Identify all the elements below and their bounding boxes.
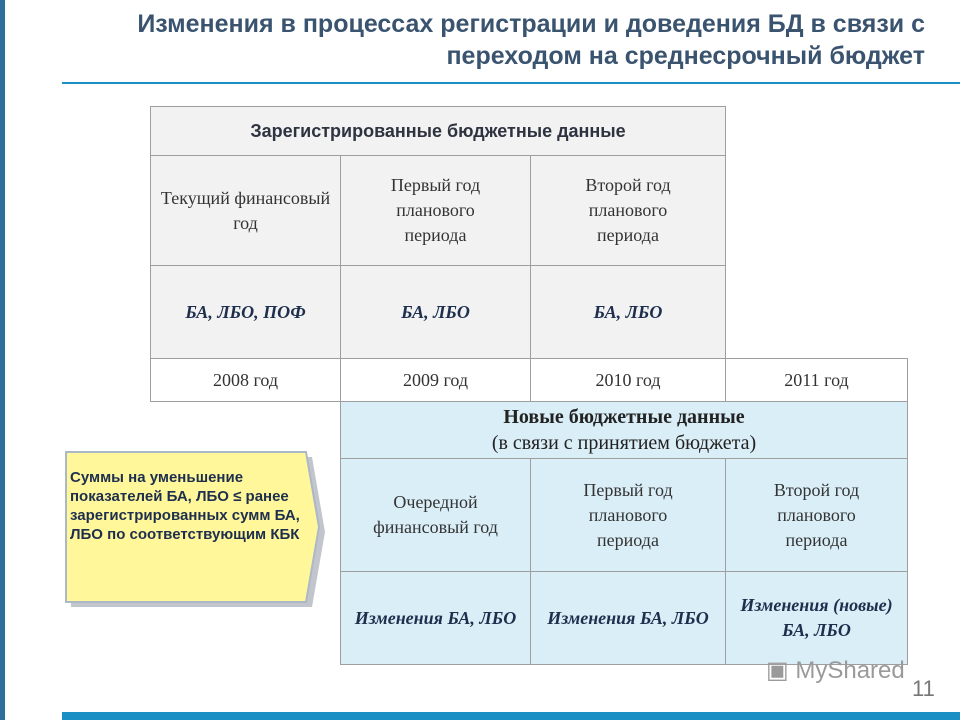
title-line-2: переходом на среднесрочный бюджет bbox=[446, 42, 925, 70]
title-line-1: Изменения в процессах регистрации и доведения БД в связи с bbox=[137, 10, 925, 38]
registered-row-second: БА, ЛБО bbox=[530, 265, 726, 359]
year-cell: 2009 год bbox=[340, 358, 531, 402]
registered-col-first-plan-year: Первый год планового периода bbox=[340, 155, 531, 266]
registered-row-current: БА, ЛБО, ПОФ bbox=[150, 265, 341, 359]
new-data-header-title: Новые бюджетные данные bbox=[503, 406, 745, 428]
page-number: 11 bbox=[912, 676, 935, 701]
new-col-next-year: Очередной финансовый год bbox=[340, 458, 531, 572]
watermark-icon: ▣ bbox=[766, 657, 796, 684]
registered-row-first: БА, ЛБО bbox=[340, 265, 531, 359]
bottom-accent-bar bbox=[62, 712, 960, 720]
year-cell: 2010 год bbox=[530, 358, 726, 402]
new-row-first: Изменения БА, ЛБО bbox=[340, 571, 531, 665]
new-row-third: Изменения (новые) БА, ЛБО bbox=[725, 571, 908, 665]
slide-title bbox=[90, 8, 925, 72]
new-col-first-plan-year: Первый год планового периода bbox=[530, 458, 726, 572]
callout-text: Суммы на уменьшение показателей БА, ЛБО ≤ ранее зарегистрированных сумм БА, ЛБО по соответствующим КБК bbox=[70, 469, 300, 543]
registered-header: Зарегистрированные бюджетные данные bbox=[150, 106, 726, 156]
left-accent-bar bbox=[0, 0, 5, 720]
watermark-logo bbox=[766, 656, 905, 685]
watermark-text: MyShared bbox=[795, 657, 905, 684]
new-data-header bbox=[340, 401, 908, 459]
new-row-second: Изменения БА, ЛБО bbox=[530, 571, 726, 665]
year-cell: 2011 год bbox=[725, 358, 908, 402]
new-col-second-plan-year: Второй год планового периода bbox=[725, 458, 908, 572]
title-underline bbox=[62, 82, 960, 84]
registered-col-second-plan-year: Второй год планового периода bbox=[530, 155, 726, 266]
year-cell: 2008 год bbox=[150, 358, 341, 402]
registered-col-current-year: Текущий финансовый год bbox=[150, 155, 341, 266]
new-data-header-subtitle: (в связи с принятием бюджета) bbox=[491, 432, 757, 454]
